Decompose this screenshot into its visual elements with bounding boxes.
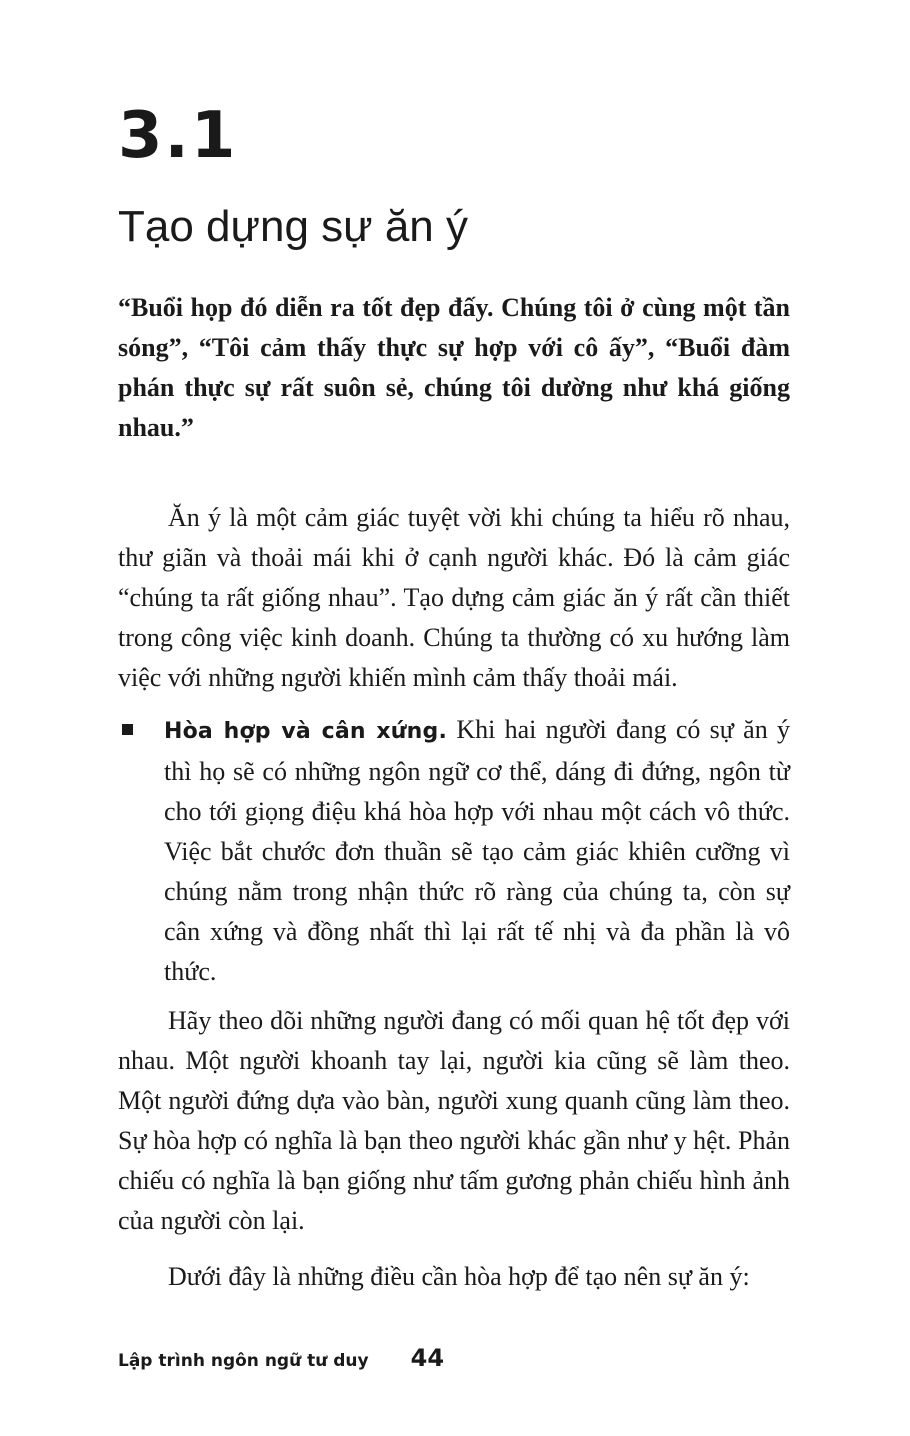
bullet-heading: Hòa hợp và cân xứng. — [164, 719, 448, 744]
bullet-item — [118, 710, 790, 992]
chapter-number: 3.1 — [118, 99, 238, 173]
lead-quote: “Buổi họp đó diễn ra tốt đẹp đấy. Chúng tôi ở cùng một tần sóng”, “Tôi cảm thấy thực sự hợp với cô ấy”, “Buổi đàm phán thực sự rất suôn sẻ, chúng tôi dường như khá giống nhau.” — [118, 293, 790, 442]
bullet-body — [164, 710, 790, 992]
footer-book-title: Lập trình ngôn ngữ tư duy — [118, 1351, 369, 1371]
page-number: 44 — [410, 1344, 445, 1372]
square-bullet-icon — [122, 724, 133, 735]
paragraph-observe: Hãy theo dõi những người đang có mối quan hệ tốt đẹp với nhau. Một người khoanh tay lại, người kia cũng sẽ làm theo. Một người đứng dựa vào bàn, người xung quanh cũng làm theo. Sự hòa hợp có nghĩa là bạn theo người khác gần như y hệt. Phản chiếu có nghĩa là bạn giống như tấm gương phản chiếu hình ảnh của người còn lại. — [118, 1006, 790, 1235]
page-footer — [118, 1344, 444, 1384]
paragraph-intro: Ăn ý là một cảm giác tuyệt vời khi chúng ta hiểu rõ nhau, thư giãn và thoải mái khi ở cạnh người khác. Đó là cảm giác “chúng ta rất giống nhau”. Tạo dựng cảm giác ăn ý rất cần thiết trong công việc kinh doanh. Chúng ta thường có xu hướng làm việc với những người khiến mình cảm thấy thoải mái. — [118, 503, 790, 692]
paragraph-list-intro: Dưới đây là những điều cần hòa hợp để tạo nên sự ăn ý: — [168, 1262, 750, 1291]
chapter-title: Tạo dựng sự ăn ý — [118, 202, 468, 251]
bullet-text: Khi hai người đang có sự ăn ý thì họ sẽ có những ngôn ngữ cơ thể, dáng đi đứng, ngôn từ cho tới giọng điệu khá hòa hợp với nhau một cách vô thức. Việc bắt chước đơn thuần sẽ tạo cảm giác khiên cưỡng vì chúng nằm trong nhận thức rõ ràng của chúng ta, còn sự cân xứng và đồng nhất thì lại rất tế nhị và đa phần là vô thức. — [164, 715, 791, 986]
